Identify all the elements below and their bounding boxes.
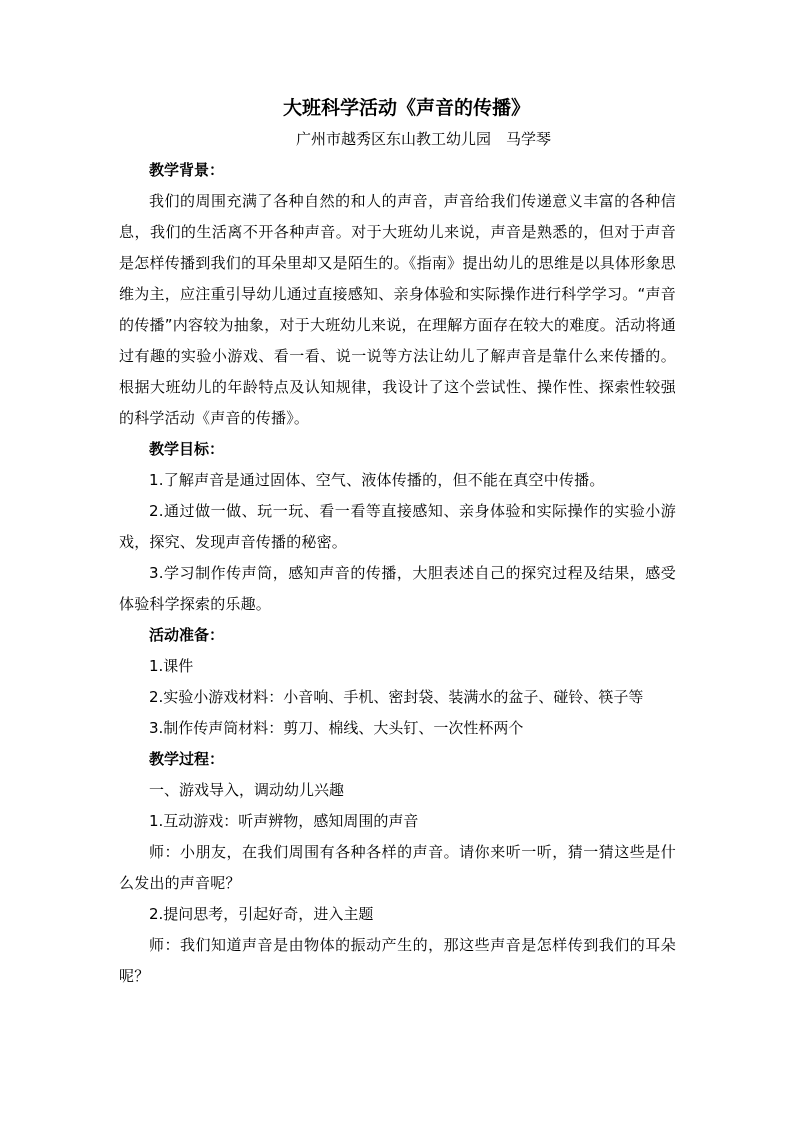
process-step: 1.互动游戏：听声辨物，感知周围的声音 — [149, 812, 419, 830]
prep-item: 2.实验小游戏材料：小音响、手机、密封袋、装满水的盆子、碰铃、筷子等 — [149, 688, 644, 706]
process-step-text: 师：小朋友，在我们周围有各种各样的声音。请你来听一听，猜一猜这些是什么发出的声音呢？ — [119, 843, 676, 892]
process-heading: 教学过程： — [149, 750, 225, 768]
document-page — [119, 92, 676, 992]
goals-heading: 教学目标： — [149, 440, 225, 458]
goal-item: 2.通过做一做、玩一玩、看一看等直接感知、亲身体验和实际操作的实验小游戏，探究、发现声音传播的秘密。 — [119, 502, 676, 551]
prep-item: 3.制作传声筒材料：剪刀、棉线、大头钉、一次性杯两个 — [149, 719, 524, 737]
document-title: 大班科学活动《声音的传播》 — [282, 97, 530, 119]
prep-item: 1.课件 — [149, 657, 194, 675]
background-paragraph: 我们的周围充满了各种自然的和人的声音，声音给我们传递意义丰富的各种信息，我们的生活离不开各种声音。对于大班幼儿来说，声音是熟悉的，但对于声音是怎样传播到我们的耳朵里却又是陌生的。《指南》提出幼儿的思维是以具体形象思维为主，应注重引导幼儿通过直接感知、亲身体验和实际操作进行科学学习。“声音的传播”内容较为抽象，对于大班幼儿来说，在理解方面存在较大的难度。活动将通过有趣的实验小游戏、看一看、说一说等方法让幼儿了解声音是靠什么来传播的。根据大班幼儿的年龄特点及认知规律，我设计了这个尝试性、操作性、探索性较强的科学活动《声音的传播》。 — [119, 192, 676, 427]
goal-item: 3.学习制作传声筒，感知声音的传播，大胆表述自己的探究过程及结果，感受体验科学探索的乐趣。 — [119, 564, 676, 613]
process-step-text: 师：我们知道声音是由物体的振动产生的，那这些声音是怎样传到我们的耳朵呢？ — [119, 936, 676, 985]
background-heading: 教学背景： — [149, 161, 225, 179]
process-section: 一、游戏导入，调动幼儿兴趣 — [149, 781, 345, 799]
prep-heading: 活动准备： — [149, 626, 225, 644]
document-author: 广州市越秀区东山教工幼儿园 马学琴 — [295, 130, 551, 148]
process-step: 2.提问思考，引起好奇，进入主题 — [149, 905, 374, 923]
goal-item: 1.了解声音是通过固体、空气、液体传播的，但不能在真空中传播。 — [149, 471, 605, 489]
